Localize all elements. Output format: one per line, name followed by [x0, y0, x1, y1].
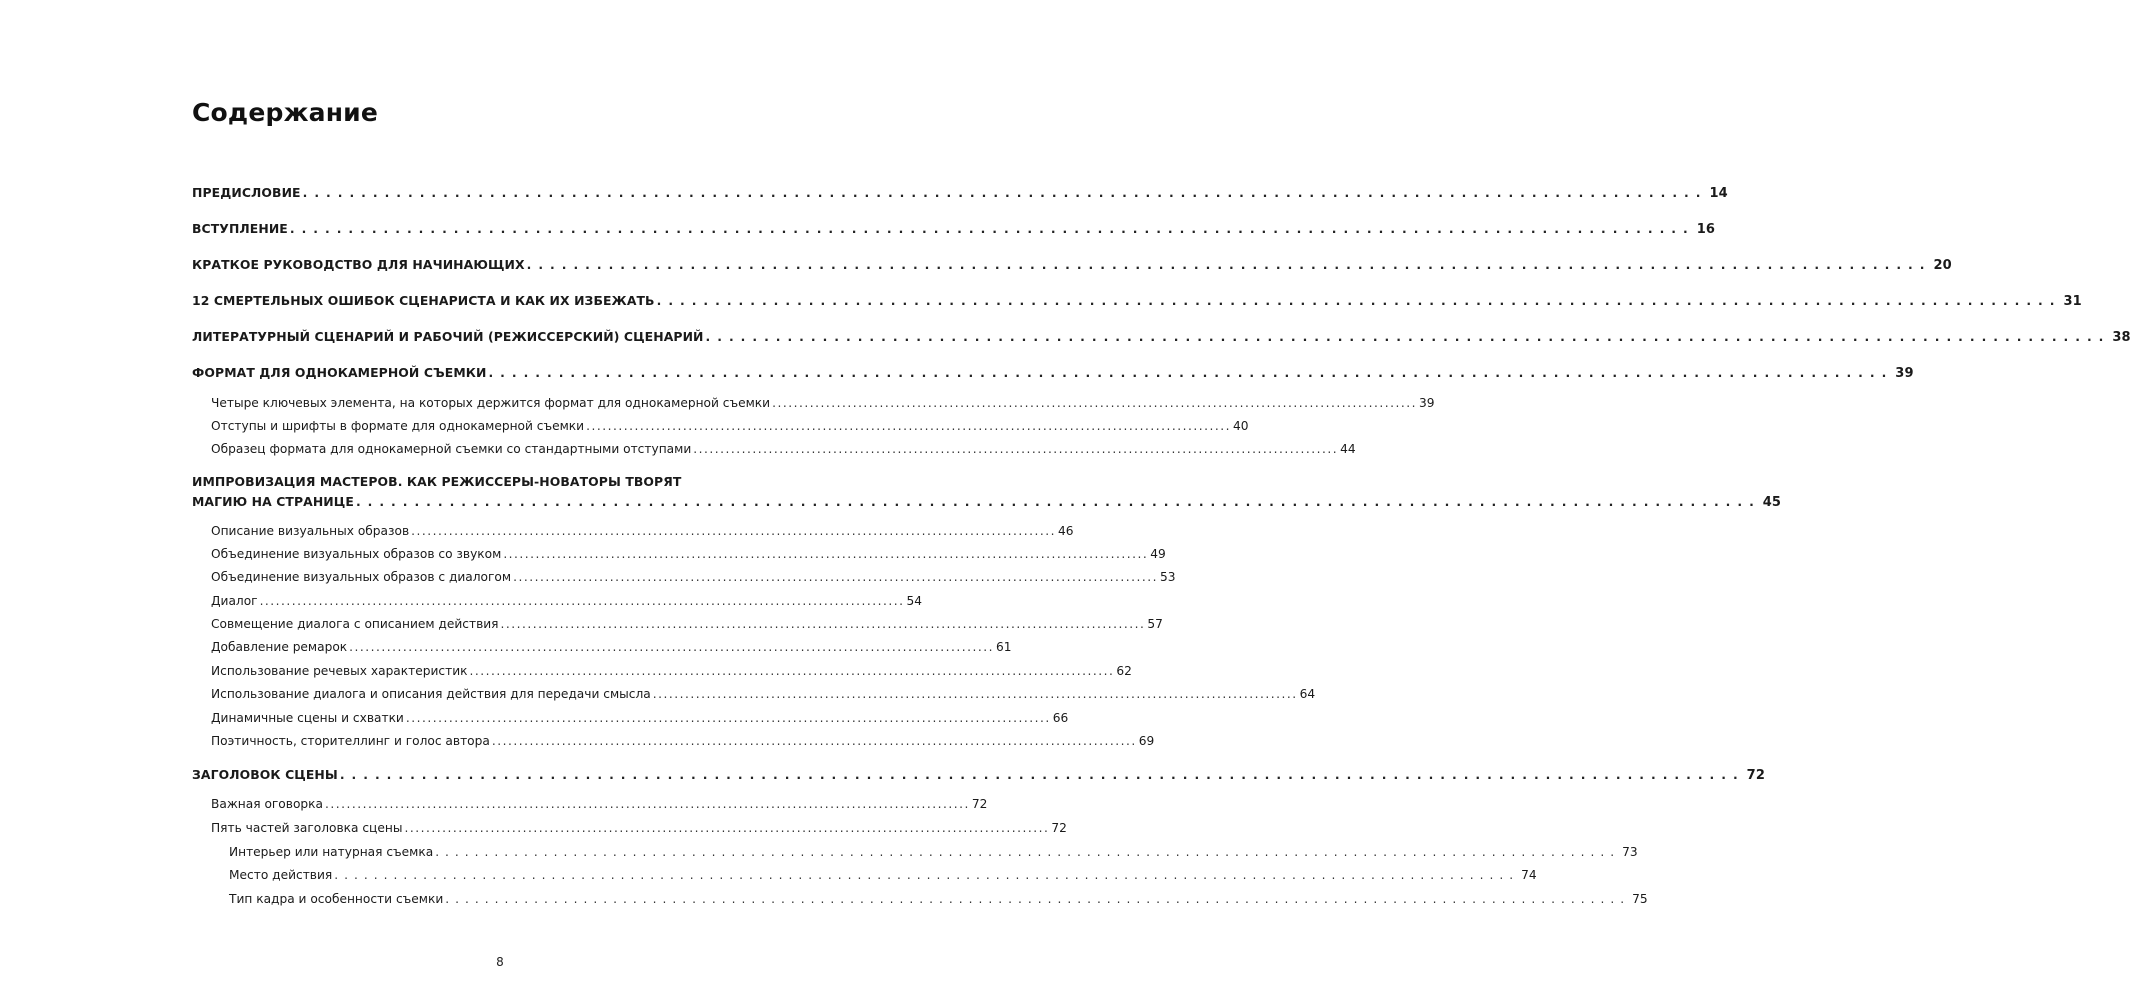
- toc-entry[interactable]: [192, 329, 2131, 345]
- toc-entry-page: 66: [1052, 711, 1069, 725]
- toc-subentry[interactable]: [211, 419, 1249, 433]
- toc-entry-label: ПРЕДИСЛОВИЕ: [192, 185, 301, 200]
- toc-entry-page: 40: [1232, 419, 1249, 433]
- toc-entry-label: ФОРМАТ ДЛЯ ОДНОКАМЕРНОЙ СЪЕМКИ: [192, 365, 487, 380]
- dot-leader: ........................................................................................................................: [503, 547, 1149, 561]
- dot-leader: ........................................................................................................................: [445, 892, 1631, 906]
- toc-subentry[interactable]: [211, 570, 1176, 584]
- dot-leader: ........................................................................................................................: [652, 687, 1298, 701]
- dot-leader: ........................................................................................................................: [289, 221, 1695, 236]
- toc-entry[interactable]: [192, 185, 1728, 201]
- toc-entry-label: КРАТКОЕ РУКОВОДСТВО ДЛЯ НАЧИНАЮЩИХ: [192, 257, 525, 272]
- toc-entry-label: Использование речевых характеристик: [211, 664, 468, 678]
- toc-entry-label: Совмещение диалога с описанием действия: [211, 617, 499, 631]
- dot-leader: ........................................................................................................................: [435, 845, 1621, 859]
- toc-subsubentry[interactable]: [229, 868, 1537, 882]
- toc-subentry[interactable]: [211, 711, 1069, 725]
- toc-entry-page: 44: [1340, 442, 1356, 456]
- dot-leader: ........................................................................................................................: [339, 767, 1745, 782]
- dot-leader: ........................................................................................................................: [772, 396, 1417, 410]
- toc-entry-page: 72: [971, 797, 988, 811]
- toc-entry[interactable]: [192, 494, 1782, 510]
- toc-entry-label: Диалог: [211, 594, 258, 608]
- toc-subentry[interactable]: [211, 664, 1132, 678]
- toc-entry-label-line1[interactable]: ИМПРОВИЗАЦИЯ МАСТЕРОВ. КАК РЕЖИССЕРЫ-НОВАТОРЫ ТВОРЯТ: [192, 474, 682, 489]
- toc-entry-page: 39: [1895, 366, 1914, 381]
- toc-entry-label: Тип кадра и особенности съемки: [229, 892, 444, 906]
- dot-leader: ........................................................................................................................: [324, 797, 970, 811]
- toc-entry-page: 54: [906, 594, 922, 608]
- toc-subsubentry[interactable]: [229, 892, 1648, 906]
- dot-leader: ........................................................................................................................: [259, 594, 905, 608]
- toc-subentry[interactable]: [211, 396, 1435, 410]
- toc-entry-label: 12 СМЕРТЕЛЬНЫХ ОШИБОК СЦЕНАРИСТА И КАК ИХ ИЗБЕЖАТЬ: [192, 293, 655, 308]
- toc-entry-page: 20: [1933, 258, 1952, 273]
- toc-entry-page: 46: [1058, 524, 1074, 538]
- toc-subentry[interactable]: [211, 524, 1074, 538]
- page-title: Содержание: [192, 98, 379, 127]
- dot-leader: ........................................................................................................................: [500, 617, 1146, 631]
- toc-entry[interactable]: [192, 257, 1952, 273]
- toc-entry-label: Описание визуальных образов: [211, 524, 410, 538]
- toc-subentry[interactable]: [211, 734, 1155, 748]
- dot-leader: ........................................................................................................................: [705, 329, 2111, 344]
- toc-entry-page: 14: [1709, 186, 1728, 201]
- toc-entry-label: ВСТУПЛЕНИЕ: [192, 221, 288, 236]
- toc-entry-page: 57: [1147, 617, 1163, 631]
- toc-entry-label: Добавление ремарок: [211, 640, 348, 654]
- toc-entry-page: 62: [1116, 664, 1132, 678]
- toc-entry-page: 38: [2112, 330, 2131, 345]
- toc-entry-label: Поэтичность, сторителлинг и голос автора: [211, 734, 490, 748]
- toc-entry-page: 72: [1051, 821, 1067, 835]
- toc-entry-page: 64: [1299, 687, 1316, 701]
- toc-entry-label: ЛИТЕРАТУРНЫЙ СЦЕНАРИЙ И РАБОЧИЙ (РЕЖИССЕРСКИЙ) СЦЕНАРИЙ: [192, 329, 704, 344]
- dot-leader: ........................................................................................................................: [693, 442, 1339, 456]
- toc-entry-page: 45: [1762, 495, 1782, 510]
- toc-entry-label: Образец формата для однокамерной съемки со стандартными отступами: [211, 442, 692, 456]
- dot-leader: ........................................................................................................................: [526, 257, 1932, 272]
- toc-entry-page: 39: [1418, 396, 1435, 410]
- toc-subentry[interactable]: [211, 547, 1166, 561]
- toc-subentry[interactable]: [211, 442, 1356, 456]
- toc-subentry[interactable]: [211, 687, 1316, 701]
- toc-subentry[interactable]: [211, 594, 922, 608]
- toc-entry-label: Объединение визуальных образов со звуком: [211, 547, 502, 561]
- toc-entry-label: Динамичные сцены и схватки: [211, 711, 404, 725]
- toc-entry-label: Использование диалога и описания действия для передачи смысла: [211, 687, 651, 701]
- toc-entry-label: Отступы и шрифты в формате для однокамерной съемки: [211, 419, 585, 433]
- toc-entry-label: МАГИЮ НА СТРАНИЦЕ: [192, 494, 354, 509]
- toc-entry-label: Место действия: [229, 868, 333, 882]
- dot-leader: ........................................................................................................................: [469, 664, 1115, 678]
- dot-leader: ........................................................................................................................: [404, 821, 1050, 835]
- toc-subsubentry[interactable]: [229, 845, 1638, 859]
- dot-leader: ........................................................................................................................: [491, 734, 1137, 748]
- toc-entry[interactable]: [192, 767, 1765, 783]
- toc-entry-label: Четыре ключевых элемента, на которых держится формат для однокамерной съемки: [211, 396, 771, 410]
- dot-leader: ........................................................................................................................: [302, 185, 1708, 200]
- toc-entry-page: 72: [1746, 768, 1765, 783]
- dot-leader: ........................................................................................................................: [411, 524, 1057, 538]
- dot-leader: ........................................................................................................................: [656, 293, 2062, 308]
- toc-entry-page: 74: [1521, 868, 1537, 882]
- toc-entry[interactable]: [192, 365, 1914, 381]
- toc-entry-label: Важная оговорка: [211, 797, 323, 811]
- toc-entry-page: 49: [1150, 547, 1166, 561]
- dot-leader: ........................................................................................................................: [513, 570, 1158, 584]
- toc-entry-page: 75: [1632, 892, 1648, 906]
- toc-subentry[interactable]: [211, 617, 1163, 631]
- toc-entry-page: 16: [1696, 222, 1716, 237]
- toc-entry-page: 31: [2063, 294, 2082, 309]
- dot-leader: ........................................................................................................................: [349, 640, 995, 654]
- toc-entry[interactable]: [192, 293, 2082, 309]
- toc-entry-label: Объединение визуальных образов с диалогом: [211, 570, 512, 584]
- page-number: 8: [496, 955, 504, 969]
- dot-leader: ........................................................................................................................: [355, 494, 1761, 509]
- toc-subentry[interactable]: [211, 797, 988, 811]
- toc-subentry[interactable]: [211, 821, 1067, 835]
- toc-entry-page: 73: [1622, 845, 1638, 859]
- dot-leader: ........................................................................................................................: [405, 711, 1051, 725]
- dot-leader: ........................................................................................................................: [586, 419, 1231, 433]
- toc-entry-label: Интерьер или натурная съемка: [229, 845, 434, 859]
- toc-subentry[interactable]: [211, 640, 1012, 654]
- toc-entry-label: Пять частей заголовка сцены: [211, 821, 403, 835]
- toc-entry-page: 61: [996, 640, 1012, 654]
- toc-entry-label: ЗАГОЛОВОК СЦЕНЫ: [192, 767, 338, 782]
- dot-leader: ........................................................................................................................: [334, 868, 1520, 882]
- toc-entry-page: 69: [1138, 734, 1155, 748]
- dot-leader: ........................................................................................................................: [488, 365, 1894, 380]
- toc-entry-page: 53: [1159, 570, 1176, 584]
- toc-entry[interactable]: [192, 221, 1716, 237]
